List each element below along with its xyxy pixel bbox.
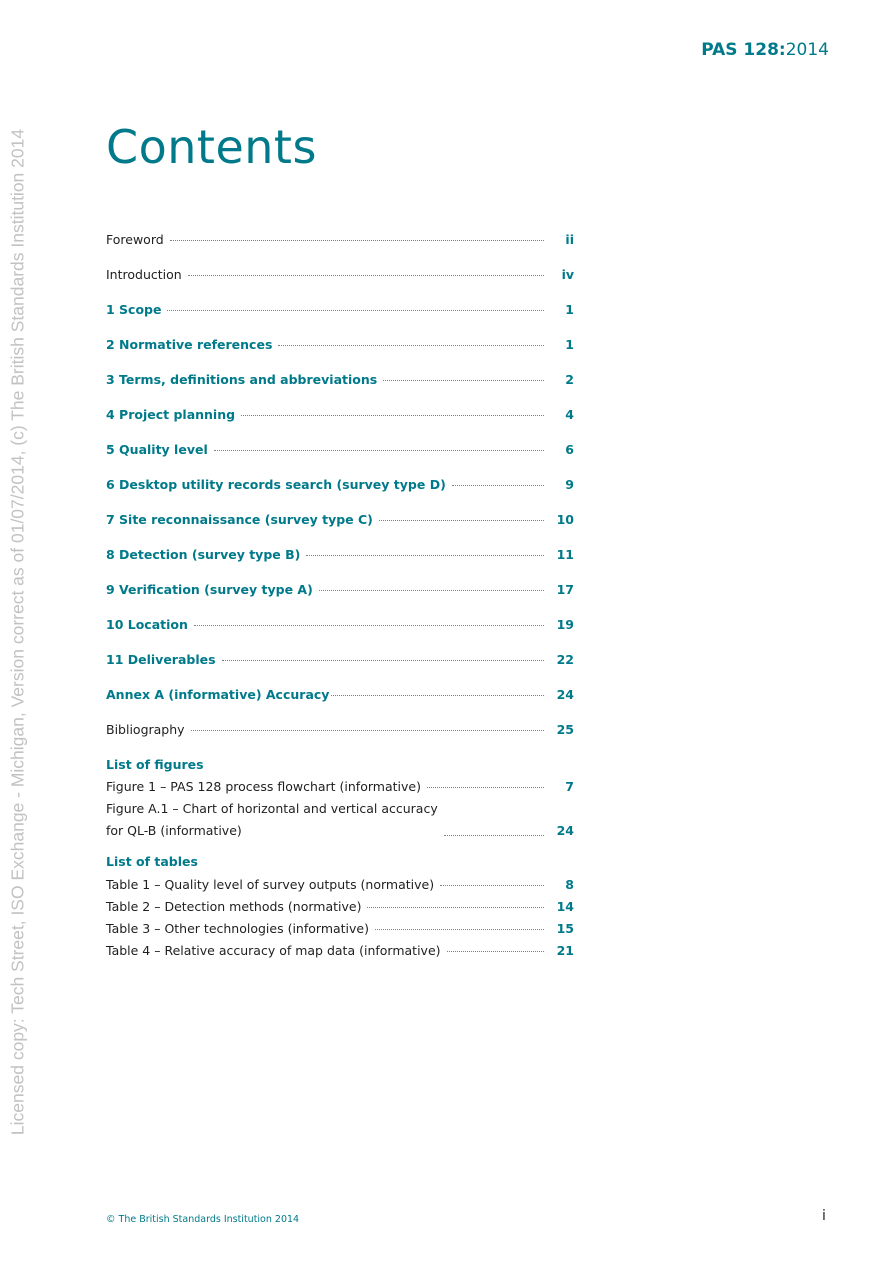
document-code-number: PAS 128: (701, 40, 786, 60)
table-entry-label: Table 3 – Other technologies (informative) (106, 921, 369, 936)
toc-entry-verification[interactable] (106, 582, 574, 598)
table-entry-page: 21 (556, 943, 574, 958)
toc-entry-page: 6 (565, 442, 574, 457)
toc-entry-page: 11 (556, 547, 574, 562)
dot-leader (383, 379, 544, 381)
toc-entry-label: 4 Project planning (106, 407, 236, 422)
toc-entry-desktop-records-search[interactable] (106, 477, 574, 493)
table-entry[interactable] (106, 899, 574, 915)
figure-entry[interactable] (106, 779, 574, 795)
toc-entry-label: Foreword (106, 232, 164, 247)
dot-leader (188, 274, 544, 276)
dot-leader (319, 589, 544, 591)
toc-entry-label: 5 Quality level (106, 442, 208, 457)
table-entry[interactable] (106, 921, 574, 937)
table-entry-label: Table 4 – Relative accuracy of map data (informative) (106, 943, 441, 958)
toc-entry-page: 10 (556, 512, 574, 527)
toc-entry-label: 11 Deliverables (106, 652, 216, 667)
toc-entry-label: 7 Site reconnaissance (survey type C) (106, 512, 373, 527)
toc-entry-deliverables[interactable] (106, 652, 574, 668)
toc-entry-bibliography[interactable] (106, 722, 574, 738)
table-entry[interactable] (106, 943, 574, 959)
toc-entry-page: 2 (565, 372, 574, 387)
figure-entry[interactable] (106, 801, 574, 839)
toc-entry-scope[interactable] (106, 302, 574, 318)
dot-leader (452, 484, 544, 486)
table-entry-label: Table 2 – Detection methods (normative) (106, 899, 362, 914)
figure-entry-page: 7 (565, 779, 574, 794)
list-of-figures-heading: List of figures (106, 757, 204, 772)
dot-leader (194, 624, 544, 626)
figure-entry-label: Figure 1 – PAS 128 process flowchart (informative) (106, 779, 421, 794)
dot-leader (367, 906, 544, 908)
dot-leader (447, 950, 544, 952)
toc-entry-page: 24 (556, 687, 574, 702)
toc-entry-detection[interactable] (106, 547, 574, 563)
dot-leader (440, 884, 544, 886)
toc-entry-label: 2 Normative references (106, 337, 273, 352)
table-entry-page: 15 (556, 921, 574, 936)
dot-leader (214, 449, 544, 451)
dot-leader (444, 834, 544, 836)
toc-entry-normative-references[interactable] (106, 337, 574, 353)
toc-entry-foreword[interactable] (106, 232, 574, 248)
toc-entry-annex-a[interactable] (106, 687, 574, 703)
dot-leader (331, 694, 544, 696)
dot-leader (278, 344, 544, 346)
document-code (701, 40, 829, 60)
dot-leader (170, 239, 544, 241)
toc-entry-page: 1 (565, 337, 574, 352)
toc-entry-page: 19 (556, 617, 574, 632)
toc-entry-page: iv (561, 267, 574, 282)
figure-entry-label-line: Figure A.1 – Chart of horizontal and vertical accuracy (106, 801, 438, 816)
table-entry[interactable] (106, 877, 574, 893)
toc-entry-page: 4 (565, 407, 574, 422)
page-number: i (822, 1208, 826, 1224)
toc-entry-label: Annex A (informative) Accuracy (106, 687, 330, 702)
document-code-year: 2014 (785, 40, 829, 60)
dot-leader (306, 554, 544, 556)
footer-copyright: © The British Standards Institution 2014 (106, 1214, 300, 1225)
dot-leader (222, 659, 544, 661)
toc-entry-label: 6 Desktop utility records search (survey type D) (106, 477, 446, 492)
figure-entry-page: 24 (556, 823, 574, 838)
toc-entry-page: 1 (565, 302, 574, 317)
toc-entry-page: ii (565, 232, 574, 247)
toc-entry-page: 25 (556, 722, 574, 737)
toc-entry-label: 10 Location (106, 617, 188, 632)
toc-entry-label: 8 Detection (survey type B) (106, 547, 301, 562)
page-title: Contents (106, 120, 317, 174)
list-of-tables-heading: List of tables (106, 854, 198, 869)
toc-entry-label: Introduction (106, 267, 182, 282)
toc-entry-page: 17 (556, 582, 574, 597)
toc-entry-terms[interactable] (106, 372, 574, 388)
toc-entry-project-planning[interactable] (106, 407, 574, 423)
toc-entry-label: 1 Scope (106, 302, 162, 317)
toc-entry-label: 3 Terms, definitions and abbreviations (106, 372, 378, 387)
figure-entry-label (106, 801, 438, 839)
table-entry-page: 8 (565, 877, 574, 892)
toc-entry-page: 9 (565, 477, 574, 492)
toc-entry-introduction[interactable] (106, 267, 574, 283)
dot-leader (427, 786, 544, 788)
license-watermark: Licensed copy: Tech Street, ISO Exchange - Michigan, Version correct as of 01/07/2014, (c) The British Standards Institution 2014 (7, 128, 28, 1136)
table-entry-page: 14 (556, 899, 574, 914)
figure-entry-label-line: for QL-B (informative) (106, 823, 242, 838)
dot-leader (191, 729, 544, 731)
dot-leader (241, 414, 544, 416)
toc-entry-label: 9 Verification (survey type A) (106, 582, 313, 597)
toc-entry-page: 22 (556, 652, 574, 667)
table-entry-label: Table 1 – Quality level of survey outputs (normative) (106, 877, 435, 892)
toc-entry-label: Bibliography (106, 722, 185, 737)
toc-entry-quality-level[interactable] (106, 442, 574, 458)
toc-entry-site-reconnaissance[interactable] (106, 512, 574, 528)
dot-leader (379, 519, 544, 521)
dot-leader (167, 309, 544, 311)
dot-leader (375, 928, 544, 930)
toc-entry-location[interactable] (106, 617, 574, 633)
